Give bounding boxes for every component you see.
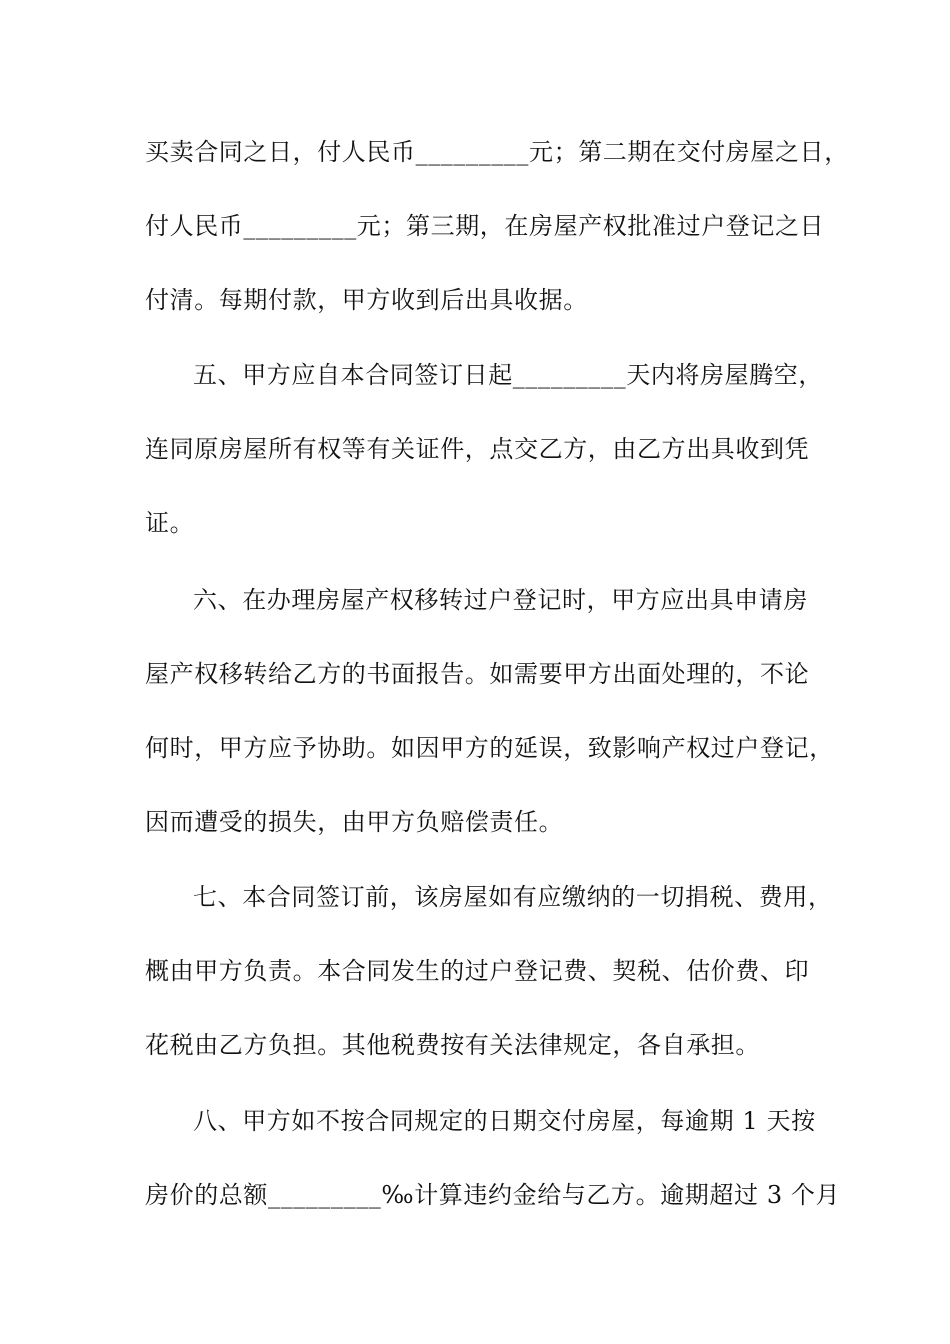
clause-8-line-2: 房价的总额_________‰计算违约金给与乙方。逾期超过 3 个月 — [145, 1181, 841, 1209]
clause-8-line-1: 八、甲方如不按合同规定的日期交付房屋，每逾期 1 天按 — [193, 1107, 816, 1135]
clause-5-line-3: 证。 — [145, 509, 195, 537]
clause-7-line-3: 花税由乙方负担。其他税费按有关法律规定，各自承担。 — [145, 1031, 760, 1059]
clause-7-line-2: 概由甲方负责。本合同发生的过户登记费、契税、估价费、印 — [145, 957, 810, 985]
clause-5-line-1: 五、甲方应自本合同签订日起_________天内将房屋腾空， — [193, 361, 823, 389]
text-line-3: 付清。每期付款，甲方收到后出具收据。 — [145, 286, 588, 314]
clause-6-line-4: 因而遭受的损失，由甲方负赔偿责任。 — [145, 808, 564, 836]
clause-6-line-2: 屋产权移转给乙方的书面报告。如需要甲方出面处理的，不论 — [145, 660, 810, 688]
clause-6-line-1: 六、在办理房屋产权移转过户登记时，甲方应出具申请房 — [193, 586, 808, 614]
clause-6-line-3: 何时，甲方应予协助。如因甲方的延误，致影响产权过户登记， — [145, 734, 834, 762]
text-line-2: 付人民币_________元；第三期，在房屋产权批准过户登记之日 — [145, 212, 825, 240]
text-line-1: 买卖合同之日，付人民币_________元；第二期在交付房屋之日， — [145, 138, 849, 166]
clause-5-line-2: 连同原房屋所有权等有关证件，点交乙方，由乙方出具收到凭 — [145, 435, 810, 463]
clause-7-line-1: 七、本合同签订前，该房屋如有应缴纳的一切捐税、费用， — [193, 883, 833, 911]
